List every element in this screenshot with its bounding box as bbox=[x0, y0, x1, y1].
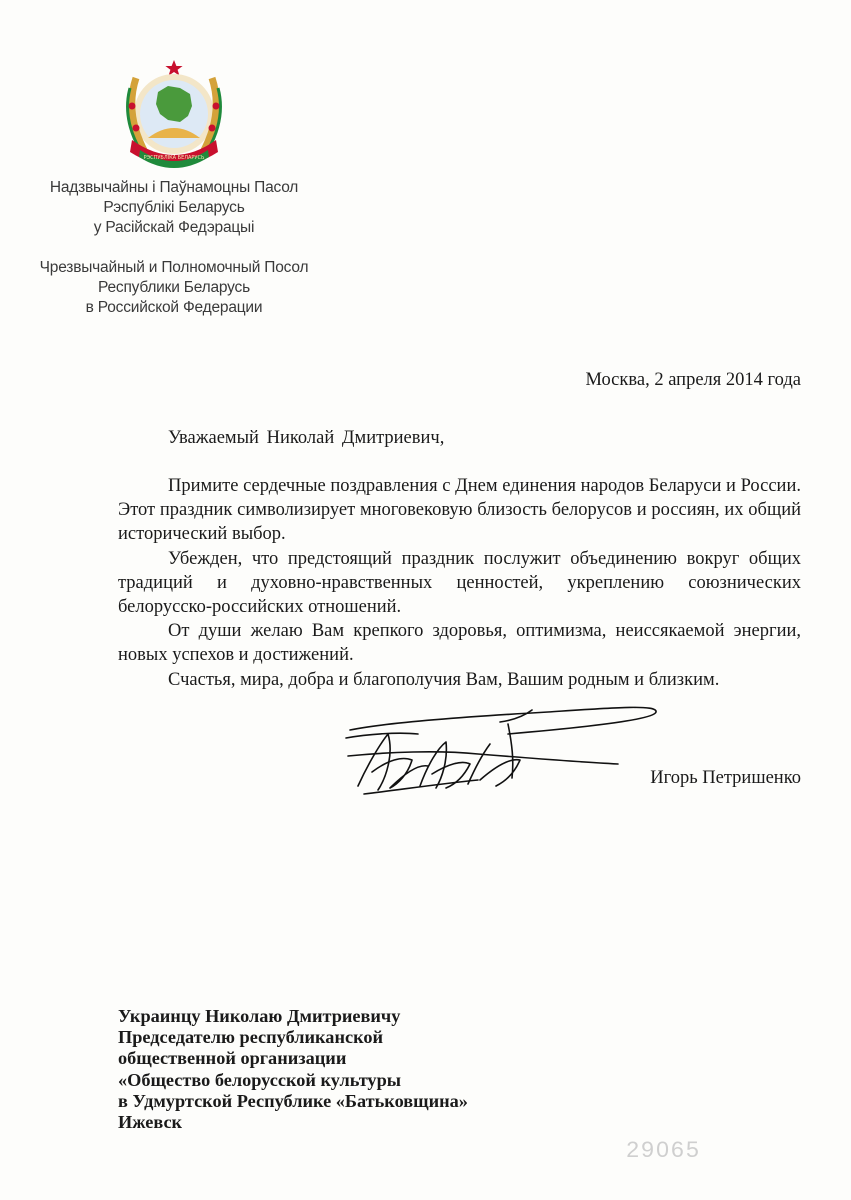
letterhead-line: Республики Беларусь bbox=[98, 279, 250, 296]
letter-date: Москва, 2 апреля 2014 года bbox=[585, 370, 801, 390]
letterhead-line: Надзвычайны і Паўнамоцны Пасол bbox=[49, 179, 299, 196]
letterhead-belarusian bbox=[14, 178, 334, 238]
body-paragraph: Примите сердечные поздравления с Днем единения народов Беларуси и России. Этот праздник символизирует многовековую близость белорусов и россиян, их общий исторический выбор. bbox=[118, 476, 801, 545]
addressee-block bbox=[118, 1006, 468, 1133]
addressee-line: Председателю республиканской bbox=[118, 1027, 384, 1048]
registration-stamp-number: 29065 bbox=[626, 1137, 701, 1162]
signer-name: Игорь Петришенко bbox=[650, 768, 801, 788]
addressee-line: «Общество белорусской культуры bbox=[118, 1069, 402, 1090]
letterhead-russian bbox=[14, 258, 334, 318]
addressee-line: в Удмуртской Республике «Батьковщина» bbox=[118, 1090, 468, 1111]
letter-body bbox=[118, 474, 801, 692]
salutation: Уважаемый Николай Дмитриевич, bbox=[168, 428, 445, 448]
letterhead-line: в Российской Федерации bbox=[85, 299, 263, 316]
addressee-line: общественной организации bbox=[118, 1048, 347, 1069]
letterhead-line: Чрезвычайный и Полномочный Посол bbox=[39, 259, 309, 276]
letterhead-line: у Расійскай Федэрацыі bbox=[93, 219, 255, 236]
letterhead-line: Рэспублікі Беларусь bbox=[103, 199, 245, 216]
belarus-coat-of-arms-icon bbox=[118, 58, 230, 176]
svg-text:РЭСПУБЛІКА БЕЛАРУСЬ: РЭСПУБЛІКА БЕЛАРУСЬ bbox=[143, 155, 205, 161]
addressee-line: Украинцу Николаю Дмитриевичу bbox=[118, 1006, 401, 1026]
body-paragraph: Убежден, что предстоящий праздник послужит объединению вокруг общих традиций и духовно-нравственных ценностей, укреплению союзнических белорусско-российских отношений. bbox=[118, 548, 801, 618]
body-paragraph: От души желаю Вам крепкого здоровья, оптимизма, неиссякаемой энергии, новых успехов и достижений. bbox=[118, 621, 801, 666]
body-paragraph: Счастья, мира, добра и благополучия Вам, Вашим родным и близким. bbox=[168, 669, 720, 690]
addressee-line: Ижевск bbox=[118, 1112, 183, 1133]
handwritten-signature bbox=[328, 694, 668, 804]
